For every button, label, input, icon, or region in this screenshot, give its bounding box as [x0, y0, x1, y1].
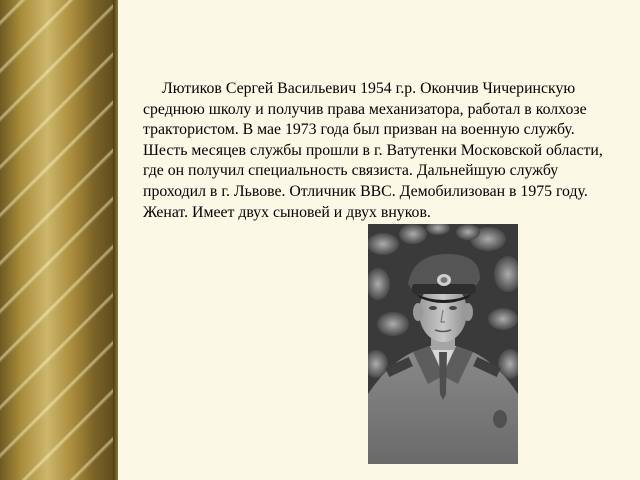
- decorative-gold-border: [0, 0, 118, 480]
- soldier-portrait-photo: [368, 224, 518, 464]
- biography-text: Лютиков Сергей Васильевич 1954 г.р. Окончив Чичеринскую среднюю школу и получив права механизатора, работал в колхозе трактористом. В мае 1973 года был призван на военную службу. Шесть месяцев службы прошли в г. Ватутенки Московской области, где он получил специальность связиста. Дальнейшую службу проходил в г. Львове. Отличник ВВС. Демобилизован в 1975 году. Женат. Имеет двух сыновей и двух внуков.: [143, 80, 603, 221]
